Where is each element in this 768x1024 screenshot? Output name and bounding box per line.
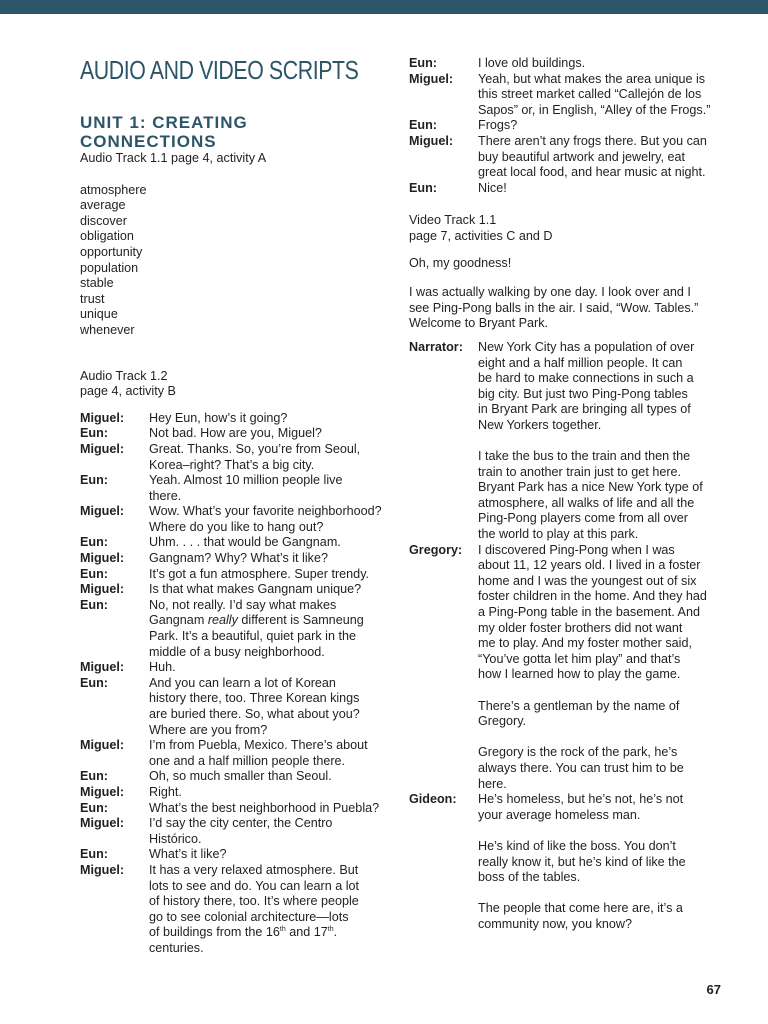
speaker-label: Gregory: <box>409 542 463 557</box>
dialog-text: I take the bus to the train and then the <box>478 449 691 464</box>
dialog-text: No, not really. I’d say what makes <box>149 597 337 612</box>
speaker-label <box>409 761 478 777</box>
speaker-label <box>409 745 478 761</box>
top-color-bar <box>0 0 768 14</box>
speaker-label <box>409 433 478 449</box>
speaker-label: Miguel: <box>80 410 125 425</box>
dialog-line <box>409 356 739 372</box>
speaker-label <box>409 636 478 652</box>
speaker-label <box>409 855 478 871</box>
dialog-text <box>478 433 739 449</box>
dialog-text <box>478 823 739 839</box>
dialog-text: your average homeless man. <box>478 807 641 822</box>
dialog-line <box>80 582 390 598</box>
dialog-text: And you can learn a lot of Korean <box>149 675 336 690</box>
dialog-text: about 11, 12 years old. I lived in a foster <box>478 558 701 573</box>
dialog-line <box>409 340 739 356</box>
dialog-text: What’s the best neighborhood in Puebla? <box>149 800 380 815</box>
dialog-text: lots to see and do. You can learn a lot <box>149 878 360 893</box>
dialog-line <box>409 418 739 434</box>
dialog-line <box>80 613 390 629</box>
unit-title-line1: UNIT 1: CREATING <box>80 113 248 132</box>
dialog-text: of buildings from the 16th and 17th. <box>149 925 338 940</box>
speaker-label: Miguel: <box>80 660 125 675</box>
dialog-text: there. <box>149 488 182 503</box>
dialog-line <box>409 808 739 824</box>
dialog-text: this street market called “Callejón de los <box>478 87 702 102</box>
speaker-label <box>80 879 149 895</box>
dialog-line <box>409 165 739 181</box>
dialog-line <box>409 605 739 621</box>
dialog-line <box>409 574 739 590</box>
speaker-label <box>409 886 478 902</box>
track-1-1-label: Audio Track 1.1 page 4, activity A <box>80 151 267 165</box>
dialog-text: Sapos” or, in English, “Alley of the Frogs.” <box>478 102 711 117</box>
speaker-label <box>409 150 478 166</box>
dialog-text: boss of the tables. <box>478 870 581 885</box>
dialog-line <box>80 894 390 910</box>
dialog-line <box>80 520 390 536</box>
dialog-text: buy beautiful artwork and jewelry, eat <box>478 149 685 164</box>
dialog-line <box>80 535 390 551</box>
dialog-line <box>409 511 739 527</box>
speaker-label <box>409 714 478 730</box>
dialog-text: eight and a half million people. It can <box>478 355 683 370</box>
dialog-text: “You’ve gotta let him play” and that’s <box>478 651 681 666</box>
dialog-line <box>80 458 390 474</box>
page-title: AUDIO AND VIDEO SCRIPTS <box>80 55 359 85</box>
dialog-line <box>409 886 739 902</box>
speaker-label <box>80 707 149 723</box>
dialog-line <box>409 371 739 387</box>
dialog-text <box>478 886 739 902</box>
dialog-text: Gregory is the rock of the park, he’s <box>478 745 678 760</box>
dialog-text: Frogs? <box>478 118 518 133</box>
dialog-line <box>409 839 739 855</box>
speaker-label <box>409 480 478 496</box>
dialog-line <box>80 816 390 832</box>
speaker-label <box>80 458 149 474</box>
speaker-label <box>80 925 149 941</box>
dialog-line <box>409 134 739 150</box>
video-track-sub: page 7, activities C and D <box>409 228 553 243</box>
speaker-label <box>409 87 478 103</box>
dialog-line <box>409 870 739 886</box>
dialog-line <box>80 754 390 770</box>
dialog-line <box>409 465 739 481</box>
speaker-label <box>409 652 478 668</box>
dialog-line <box>409 730 739 746</box>
speaker-label: Eun: <box>80 675 108 690</box>
speaker-label <box>409 558 478 574</box>
dialog-line <box>409 589 739 605</box>
speaker-label: Eun: <box>80 426 108 441</box>
dialog-text: There’s a gentleman by the name of <box>478 698 680 713</box>
dialog-line <box>409 777 739 793</box>
dialog-text: Oh, so much smaller than Seoul. <box>149 769 332 784</box>
dialog-line <box>80 769 390 785</box>
dialog-text: how I learned how to play the game. <box>478 667 681 682</box>
dialog-text: Where are you from? <box>149 722 268 737</box>
dialog-text: Gangnam really different is Samneung <box>149 613 364 628</box>
dialog-line <box>409 103 739 119</box>
dialog-line <box>409 636 739 652</box>
dialog-text: community now, you know? <box>478 916 632 931</box>
dialog-text: one and a half million people there. <box>149 753 346 768</box>
vocab-item: trust <box>80 291 105 306</box>
dialog-text: the world to play at this park. <box>478 527 639 542</box>
speaker-label <box>80 613 149 629</box>
dialog-text: Right. <box>149 784 182 799</box>
speaker-label <box>80 645 149 661</box>
dialog-line <box>409 72 739 88</box>
dialog-text: Is that what makes Gangnam unique? <box>149 582 362 597</box>
vocab-item: opportunity <box>80 244 143 259</box>
dialog-line <box>409 792 739 808</box>
speaker-label <box>409 402 478 418</box>
speaker-label <box>80 691 149 707</box>
dialog-line <box>409 621 739 637</box>
dialog-line <box>80 598 390 614</box>
dialog-text: Uhm. . . . that would be Gangnam. <box>149 535 341 550</box>
speaker-label <box>409 574 478 590</box>
dialog-line <box>409 917 739 933</box>
dialog-line <box>80 411 390 427</box>
speaker-label <box>80 489 149 505</box>
speaker-label <box>409 589 478 605</box>
dialog-line <box>80 504 390 520</box>
video-paragraph-line: I was actually walking by one day. I look over and I <box>409 285 691 300</box>
dialog-text: my older foster brothers did not want <box>478 620 683 635</box>
dialog-text: Not bad. How are you, Miguel? <box>149 426 322 441</box>
dialog-line <box>409 87 739 103</box>
speaker-label <box>409 418 478 434</box>
dialog-text: Hey Eun, how’s it going? <box>149 410 288 425</box>
dialog-text: train to another train just to get here. <box>478 464 682 479</box>
dialog-text: Gregory. <box>478 714 527 729</box>
dialog-right-top <box>409 56 739 196</box>
speaker-label <box>409 165 478 181</box>
dialog-line <box>80 676 390 692</box>
speaker-label: Eun: <box>80 535 108 550</box>
dialog-text: I’m from Puebla, Mexico. There’s about <box>149 738 368 753</box>
vocab-item: obligation <box>80 229 134 244</box>
dialog-text: I’d say the city center, the Centro <box>149 816 333 831</box>
dialog-text <box>478 730 739 746</box>
dialog-right-bottom <box>409 340 739 933</box>
dialog-text: centuries. <box>149 940 204 955</box>
dialog-text: be hard to make connections in such a <box>478 371 694 386</box>
dialog-line <box>80 863 390 879</box>
speaker-label: Eun: <box>80 597 108 612</box>
dialog-line <box>409 449 739 465</box>
dialog-text: The people that come here are, it’s a <box>478 901 683 916</box>
speaker-label <box>80 910 149 926</box>
dialog-text: Gangnam? Why? What’s it like? <box>149 551 328 566</box>
speaker-label: Eun: <box>80 566 108 581</box>
speaker-label: Miguel: <box>80 784 125 799</box>
dialog-line <box>80 785 390 801</box>
speaker-label <box>409 870 478 886</box>
vocab-list <box>80 183 390 339</box>
speaker-label <box>409 356 478 372</box>
speaker-label: Miguel: <box>80 738 125 753</box>
dialog-line <box>80 473 390 489</box>
speaker-label <box>409 496 478 512</box>
dialog-text: There aren’t any frogs there. But you can <box>478 133 707 148</box>
left-column <box>80 55 390 957</box>
speaker-label <box>409 387 478 403</box>
speaker-label <box>80 894 149 910</box>
dialog-text: Great. Thanks. So, you’re from Seoul, <box>149 441 361 456</box>
dialog-line <box>80 801 390 817</box>
speaker-label: Eun: <box>80 473 108 488</box>
dialog-text: me to play. And my foster mother said, <box>478 636 692 651</box>
page-number: 67 <box>706 982 721 997</box>
speaker-label <box>409 621 478 637</box>
vocab-item: unique <box>80 307 118 322</box>
dialog-text: Yeah. Almost 10 million people live <box>149 473 343 488</box>
dialog-text <box>478 683 739 699</box>
dialog-line <box>80 442 390 458</box>
dialog-text: It’s got a fun atmosphere. Super trendy. <box>149 566 370 581</box>
dialog-text: here. <box>478 776 507 791</box>
dialog-text: It has a very relaxed atmosphere. But <box>149 862 359 877</box>
dialog-text: Ping-Pong players come from all over <box>478 511 688 526</box>
speaker-label: Miguel: <box>80 582 125 597</box>
dialog-text: Yeah, but what makes the area unique is <box>478 71 706 86</box>
dialog-text: are buried there. So, what about you? <box>149 707 360 721</box>
vocab-item: population <box>80 260 139 275</box>
vocab-item: average <box>80 198 126 213</box>
dialog-line <box>80 707 390 723</box>
speaker-label: Eun: <box>80 769 108 784</box>
dialog-line <box>409 823 739 839</box>
dialog-text: Bryant Park has a nice New York type of <box>478 480 703 495</box>
video-paragraph-line: see Ping-Pong balls in the air. I said, “Wow. Tables.” <box>409 300 699 315</box>
speaker-label <box>409 667 478 683</box>
dialog-text: He’s kind of like the boss. You don’t <box>478 838 676 853</box>
dialog-text: New Yorkers together. <box>478 417 602 432</box>
speaker-label: Miguel: <box>80 816 125 831</box>
dialog-text: Nice! <box>478 180 507 195</box>
dialog-line <box>80 723 390 739</box>
dialog-line <box>80 910 390 926</box>
speaker-label <box>409 511 478 527</box>
dialog-text: home and I was the youngest out of six <box>478 573 697 588</box>
dialog-line <box>409 699 739 715</box>
video-paragraph-1: Oh, my goodness! <box>409 255 512 270</box>
speaker-label: Miguel: <box>409 71 454 86</box>
speaker-label: Gideon: <box>409 792 457 807</box>
dialog-line <box>409 118 739 134</box>
speaker-label: Miguel: <box>80 551 125 566</box>
dialog-text: middle of a busy neighborhood. <box>149 644 325 659</box>
speaker-label <box>80 629 149 645</box>
dialog-line <box>80 941 390 957</box>
speaker-label <box>80 832 149 848</box>
speaker-label <box>409 730 478 746</box>
speaker-label <box>409 465 478 481</box>
speaker-label <box>409 839 478 855</box>
speaker-label: Eun: <box>409 118 437 133</box>
dialog-line <box>80 738 390 754</box>
speaker-label <box>80 754 149 770</box>
dialog-text: foster children in the home. And they had <box>478 589 707 604</box>
dialog-text: I discovered Ping-Pong when I was <box>478 542 675 557</box>
speaker-label <box>409 901 478 917</box>
dialog-line <box>409 402 739 418</box>
vocab-item: whenever <box>80 322 135 337</box>
dialog-line <box>80 489 390 505</box>
dialog-line <box>80 645 390 661</box>
dialog-line <box>80 925 390 941</box>
dialog-text: New York City has a population of over <box>478 339 695 354</box>
speaker-label: Miguel: <box>80 441 125 456</box>
video-paragraph-line: Welcome to Bryant Park. <box>409 316 549 331</box>
dialog-line <box>80 847 390 863</box>
unit-title-line2: CONNECTIONS <box>80 132 217 151</box>
dialog-text: really know it, but he’s kind of like the <box>478 854 686 869</box>
dialog-text: Wow. What’s your favorite neighborhood? <box>149 504 382 519</box>
speaker-label <box>80 941 149 957</box>
speaker-label <box>409 527 478 543</box>
dialog-line <box>80 879 390 895</box>
dialog-line <box>409 683 739 699</box>
dialog-line <box>80 426 390 442</box>
dialog-line <box>409 56 739 72</box>
dialog-text: great local food, and hear music at night. <box>478 165 706 180</box>
dialog-line <box>409 527 739 543</box>
dialog-line <box>409 667 739 683</box>
speaker-label <box>409 605 478 621</box>
dialog-line <box>409 652 739 668</box>
dialog-line <box>80 629 390 645</box>
speaker-label <box>409 808 478 824</box>
dialog-text: I love old buildings. <box>478 56 586 70</box>
dialog-line <box>80 551 390 567</box>
video-paragraph-2 <box>409 285 739 332</box>
track-1-2-sub: page 4, activity B <box>80 384 176 399</box>
dialog-text: always there. You can trust him to be <box>478 760 684 775</box>
speaker-label: Eun: <box>409 180 437 195</box>
vocab-item: atmosphere <box>80 182 147 197</box>
dialog-line <box>409 480 739 496</box>
speaker-label <box>409 823 478 839</box>
dialog-text: atmosphere, all walks of life and all the <box>478 495 695 510</box>
speaker-label <box>409 449 478 465</box>
dialog-line <box>80 832 390 848</box>
speaker-label <box>409 777 478 793</box>
speaker-label: Miguel: <box>409 133 454 148</box>
dialog-text: big city. But just two Ping-Pong tables <box>478 386 688 401</box>
dialog-line <box>409 150 739 166</box>
dialog-left <box>80 411 390 957</box>
vocab-item: stable <box>80 276 114 291</box>
speaker-label: Miguel: <box>80 862 125 877</box>
video-track-title: Video Track 1.1 <box>409 213 497 228</box>
dialog-line <box>409 761 739 777</box>
dialog-line <box>409 433 739 449</box>
dialog-text: of history there, too. It’s where people <box>149 894 359 909</box>
speaker-label <box>409 699 478 715</box>
dialog-line <box>80 691 390 707</box>
speaker-label: Narrator: <box>409 339 463 354</box>
dialog-text: a Ping-Pong table in the basement. And <box>478 605 700 619</box>
speaker-label <box>80 723 149 739</box>
speaker-label <box>409 103 478 119</box>
dialog-text: Where do you like to hang out? <box>149 519 324 534</box>
speaker-label: Eun: <box>80 800 108 815</box>
speaker-label: Eun: <box>80 847 108 862</box>
right-column <box>409 56 739 932</box>
dialog-line <box>409 387 739 403</box>
dialog-line <box>409 901 739 917</box>
vocab-item: discover <box>80 213 127 228</box>
speaker-label: Eun: <box>409 56 437 70</box>
speaker-label <box>409 371 478 387</box>
speaker-label <box>409 683 478 699</box>
dialog-line <box>409 714 739 730</box>
dialog-line <box>80 567 390 583</box>
dialog-text: He’s homeless, but he’s not, he’s not <box>478 792 684 807</box>
dialog-text: Korea–right? That’s a big city. <box>149 457 315 472</box>
dialog-line <box>409 543 739 559</box>
dialog-line <box>409 745 739 761</box>
dialog-text: Histórico. <box>149 831 202 846</box>
dialog-text: history there, too. Three Korean kings <box>149 691 360 706</box>
dialog-text: go to see colonial architecture—lots <box>149 909 349 924</box>
dialog-text: Park. It’s a beautiful, quiet park in the <box>149 629 356 644</box>
speaker-label <box>80 520 149 536</box>
speaker-label <box>409 917 478 933</box>
dialog-line <box>409 181 739 197</box>
track-1-2-title: Audio Track 1.2 <box>80 368 168 383</box>
dialog-line <box>409 496 739 512</box>
dialog-text: What’s it like? <box>149 847 227 862</box>
dialog-text: in Bryant Park are bringing all types of <box>478 402 691 417</box>
dialog-text: Huh. <box>149 660 176 675</box>
dialog-line <box>409 855 739 871</box>
dialog-line <box>80 660 390 676</box>
dialog-line <box>409 558 739 574</box>
speaker-label: Miguel: <box>80 504 125 519</box>
